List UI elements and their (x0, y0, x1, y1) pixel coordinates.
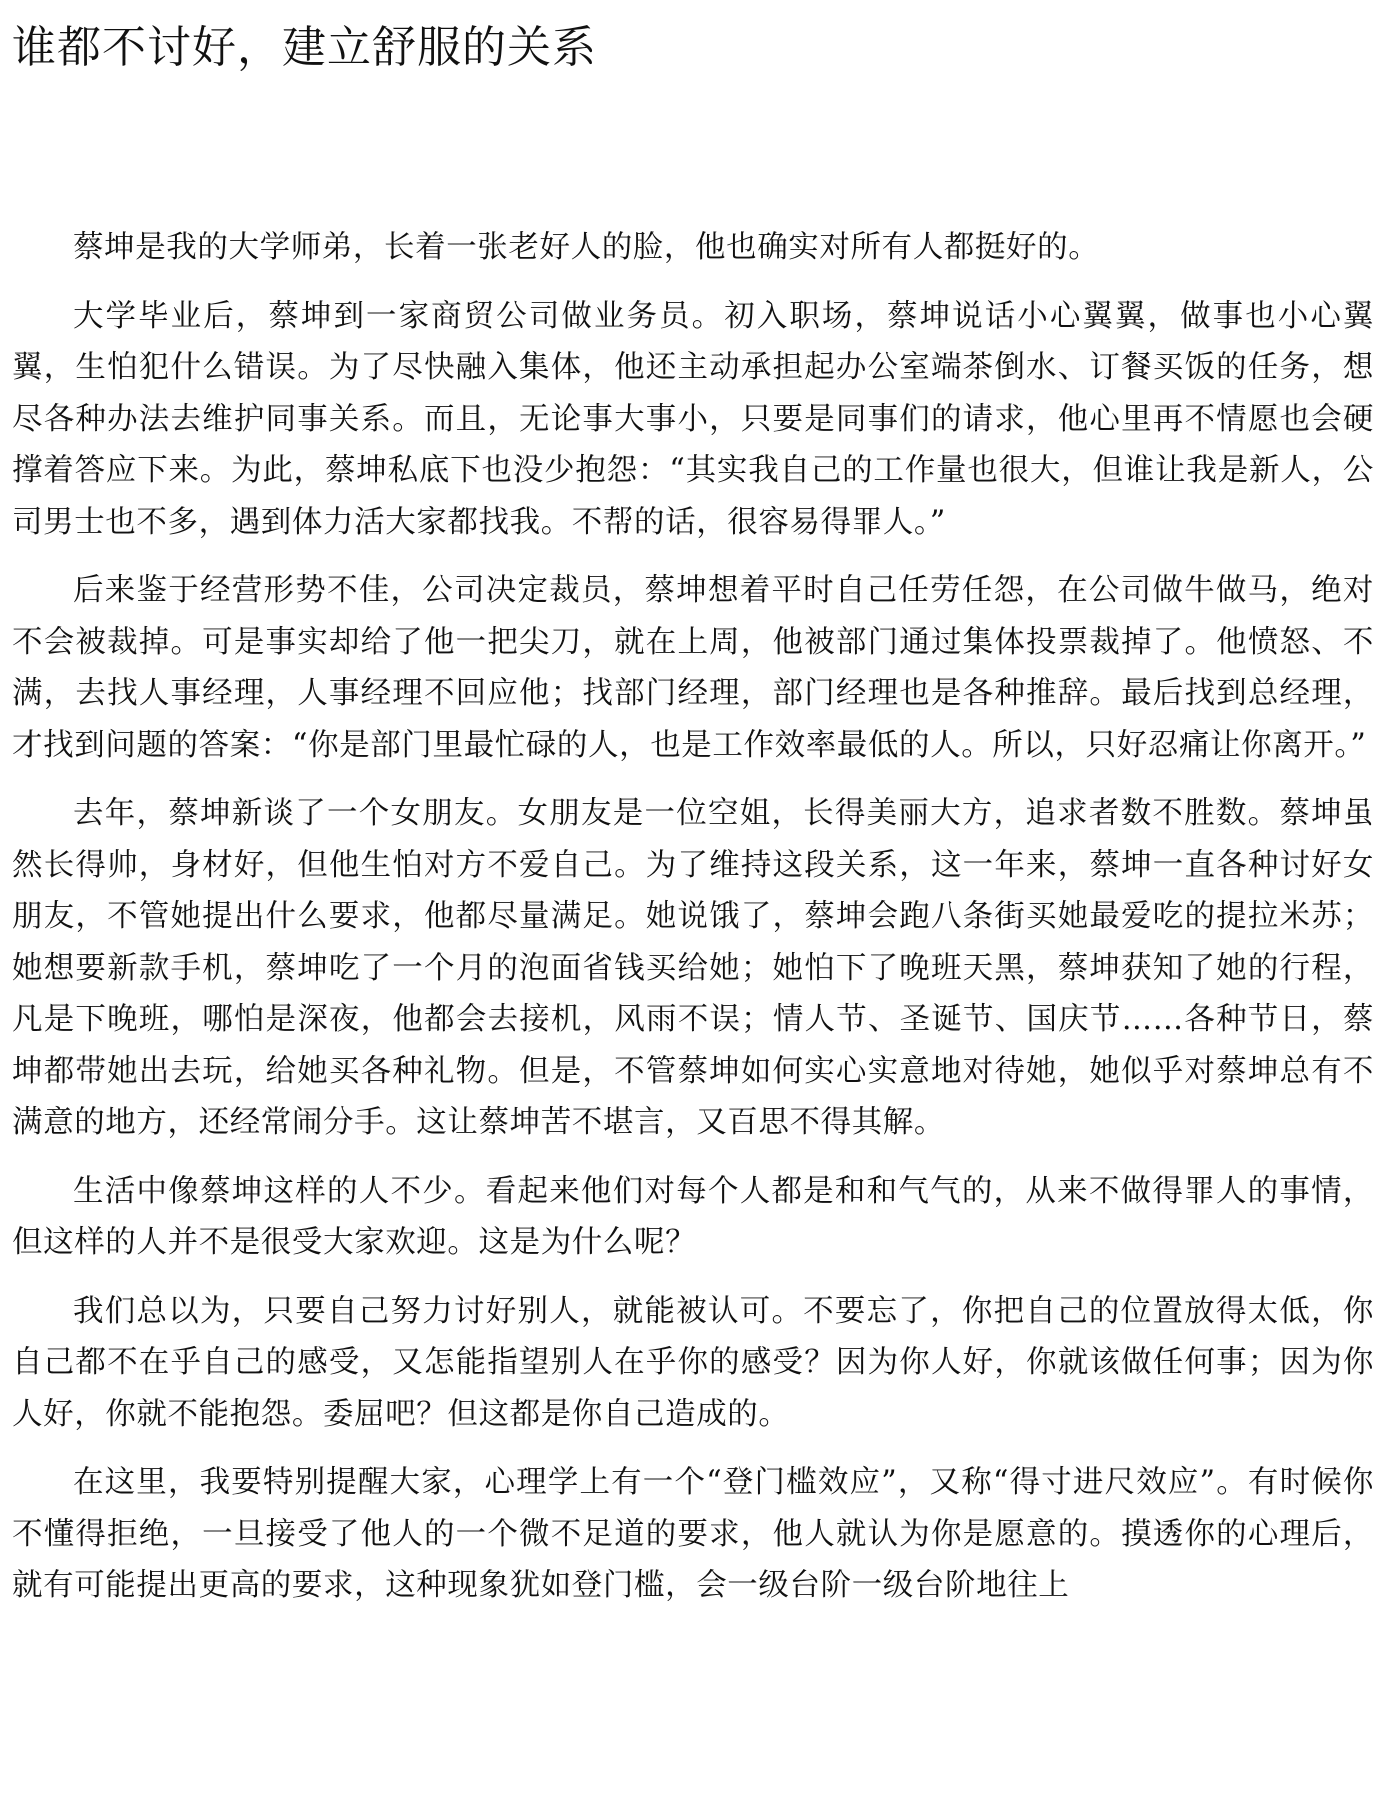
paragraph-5: 生活中像蔡坤这样的人不少。看起来他们对每个人都是和和气气的，从来不做得罪人的事情，但这样的人并不是很受大家欢迎。这是为什么呢？ (12, 1173, 1374, 1260)
paragraph-1: 蔡坤是我的大学师弟，长着一张老好人的脸，他也确实对所有人都挺好的。 (73, 230, 1100, 265)
paragraph-3: 后来鉴于经营形势不佳，公司决定裁员，蔡坤想着平时自己任劳任怨，在公司做牛做马，绝对不会被裁掉。可是事实却给了他一把尖刀，就在上周，他被部门通过集体投票裁掉了。他愤怒、不满，去找人事经理，人事经理不回应他；找部门经理，部门经理也是各种推辞。最后找到总经理，才找到问题的答案：“你是部门里最忙碌的人，也是工作效率最低的人。所以，只好忍痛让你离开。” (12, 573, 1374, 763)
document-title: 谁都不讨好，建立舒服的关系 (12, 22, 597, 73)
document-body (12, 222, 1374, 1629)
paragraph-4: 去年，蔡坤新谈了一个女朋友。女朋友是一位空姐，长得美丽大方，追求者数不胜数。蔡坤虽然长得帅，身材好，但他生怕对方不爱自己。为了维持这段关系，这一年来，蔡坤一直各种讨好女朋友，不管她提出什么要求，他都尽量满足。她说饿了，蔡坤会跑八条街买她最爱吃的提拉米苏；她想要新款手机，蔡坤吃了一个月的泡面省钱买给她；她怕下了晚班天黑，蔡坤获知了她的行程，凡是下晚班，哪怕是深夜，他都会去接机，风雨不误；情人节、圣诞节、国庆节……各种节日，蔡坤都带她出去玩，给她买各种礼物。但是，不管蔡坤如何实心实意地对待她，她似乎对蔡坤总有不满意的地方，还经常闹分手。这让蔡坤苦不堪言，又百思不得其解。 (12, 796, 1374, 1140)
paragraph-2: 大学毕业后，蔡坤到一家商贸公司做业务员。初入职场，蔡坤说话小心翼翼，做事也小心翼翼，生怕犯什么错误。为了尽快融入集体，他还主动承担起办公室端茶倒水、订餐买饭的任务，想尽各种办法去维护同事关系。而且，无论事大事小，只要是同事们的请求，他心里再不情愿也会硬撑着答应下来。为此，蔡坤私底下也没少抱怨：“其实我自己的工作量也很大，但谁让我是新人，公司男士也不多，遇到体力活大家都找我。不帮的话，很容易得罪人。” (12, 298, 1374, 540)
paragraph-6: 我们总以为，只要自己努力讨好别人，就能被认可。不要忘了，你把自己的位置放得太低，你自己都不在乎自己的感受，又怎能指望别人在乎你的感受？因为你人好，你就该做任何事；因为你人好，你就不能抱怨。委屈吧？但这都是你自己造成的。 (12, 1293, 1374, 1432)
paragraph-7: 在这里，我要特别提醒大家，心理学上有一个“登门槛效应”，又称“得寸进尺效应”。有时候你不懂得拒绝，一旦接受了他人的一个微不足道的要求，他人就认为你是愿意的。摸透你的心理后，就有可能提出更高的要求，这种现象犹如登门槛，会一级台阶一级台阶地往上 (12, 1465, 1374, 1603)
